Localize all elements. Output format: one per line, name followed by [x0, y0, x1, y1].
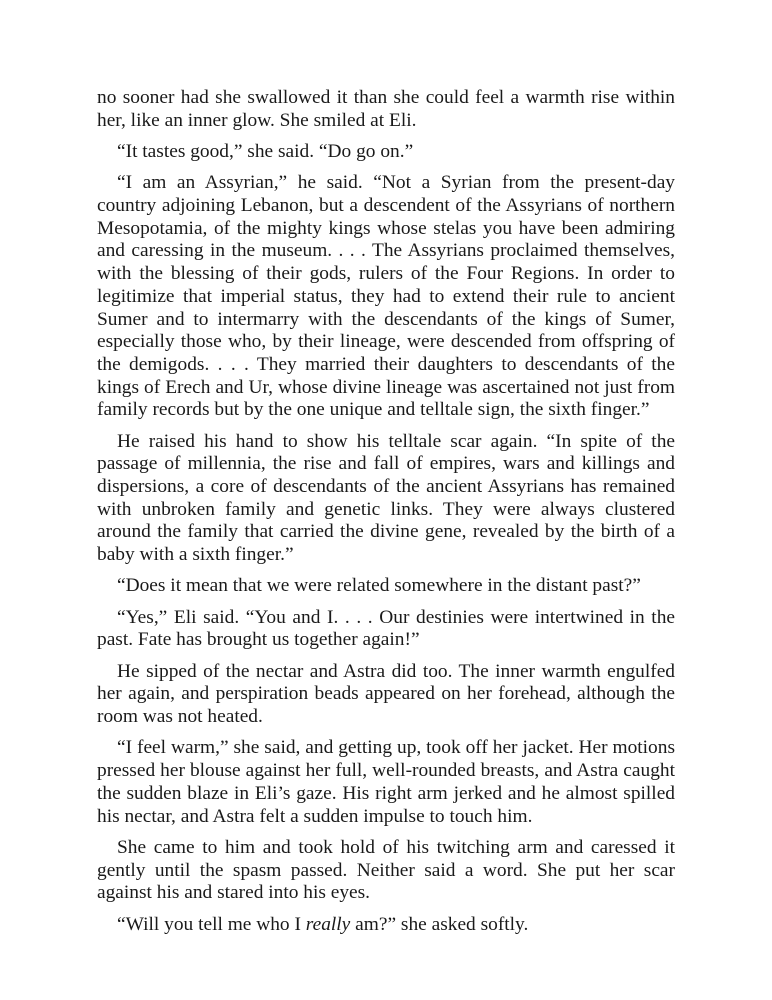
paragraph-6: “Yes,” Eli said. “You and I. . . . Our destinies were intertwined in the past. Fate has brought us together again!”	[97, 606, 675, 651]
paragraph-4: He raised his hand to show his telltale scar again. “In spite of the passage of millennia, the rise and fall of empires, wars and killings and dispersions, a core of descendants of the ancient Assyrians has remained with unbroken family and genetic links. They were always clustered around the family that carried the divine gene, revealed by the birth of a baby with a sixth finger.”	[97, 430, 675, 566]
paragraph-10	[97, 914, 675, 937]
paragraph-5: “Does it mean that we were related somewhere in the distant past?”	[117, 575, 641, 597]
paragraph-10-start: “Will you tell me who I	[117, 913, 306, 935]
paragraph-7: He sipped of the nectar and Astra did too. The inner warmth engulfed her again, and perspiration beads appeared on her forehead, although the room was not heated.	[97, 660, 675, 728]
paragraph-1: no sooner had she swallowed it than she could feel a warmth rise within her, like an inner glow. She smiled at Eli.	[97, 87, 675, 131]
paragraph-10-end: am?” she asked softly.	[350, 913, 529, 935]
book-page	[97, 87, 675, 945]
emphasis-really: really	[305, 913, 351, 935]
paragraph-8: “I feel warm,” she said, and getting up, took off her jacket. Her motions pressed her blouse against her full, well-rounded breasts, and Astra caught the sudden blaze in Eli’s gaze. His right arm jerked and he almost spilled his nectar, and Astra felt a sudden impulse to touch him.	[97, 737, 675, 827]
paragraph-9: She came to him and took hold of his twitching arm and caressed it gently until the spasm passed. Neither said a word. She put her scar against his and stared into his eyes.	[97, 836, 675, 904]
paragraph-2: “It tastes good,” she said. “Do go on.”	[117, 141, 414, 162]
paragraph-3: “I am an Assyrian,” he said. “Not a Syrian from the present-day country adjoining Lebanon, but a descendent of the Assyrians of northern Mesopotamia, of the mighty kings whose stelas you have been admiring and caressing in the museum. . . . The Assyrians proclaimed themselves, with the blessing of their gods, rulers of the Four Regions. In order to legitimize that imperial status, they had to extend their rule to ancient Sumer and to intermarry with the descendants of the kings of Sumer, especially those who, by their lineage, were descended from offspring of the demigods. . . . They married their daughters to descendants of the kings of Erech and Ur, whose divine lineage was ascertained not just from family records but by the one unique and telltale sign, the sixth finger.”	[97, 172, 675, 421]
